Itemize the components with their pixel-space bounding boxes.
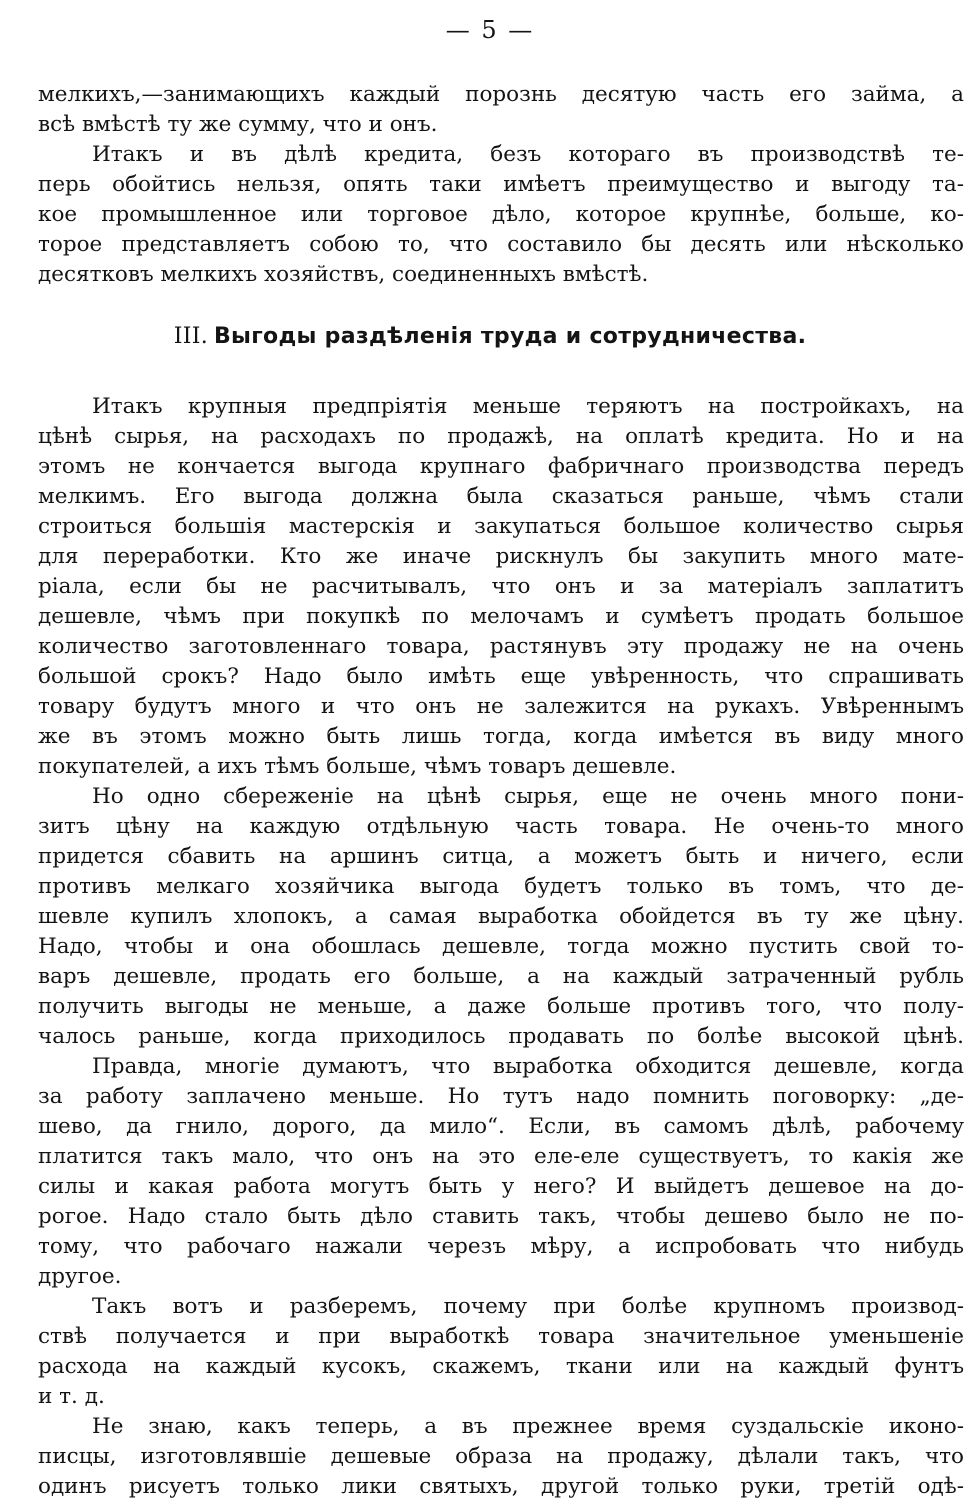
- page-number: — 5 —: [445, 16, 535, 44]
- text-line: ріала, если бы не расчитывалъ, что онъ и за матеріалъ заплатитъ: [38, 574, 964, 599]
- text-line: одинъ рисуетъ только лики святыхъ, другой только руки, третій одѣ-: [38, 1474, 964, 1499]
- text-line: зитъ цѣну на каждую отдѣльную часть товара. Не очень-то много: [38, 814, 964, 839]
- text-line: Не знаю, какъ теперь, а въ прежнее время суздальскіе иконо-: [92, 1414, 964, 1439]
- text-line: перь обойтись нельзя, опять таки имѣетъ преимущество и выгоду та-: [38, 172, 964, 197]
- text-line: торое представляетъ собою то, что составило бы десять или нѣсколько: [38, 232, 964, 257]
- section-numeral: III.: [173, 324, 208, 349]
- text-line: силы и какая работа могутъ быть у него? И выйдетъ дешевое на до-: [38, 1174, 964, 1199]
- text-line: для переработки. Кто же иначе рискнулъ бы закупить много мате-: [38, 544, 964, 569]
- text-line: Итакъ и въ дѣлѣ кредита, безъ котораго въ производствѣ те-: [92, 142, 964, 167]
- text-line: получить выгоды не меньше, а даже больше противъ того, что полу-: [38, 994, 964, 1019]
- text-line: и т. д.: [38, 1384, 105, 1409]
- text-line: цѣнѣ сырья, на расходахъ по продажѣ, на оплатѣ кредита. Но и на: [38, 424, 964, 449]
- text-line: кое промышленное или торговое дѣло, которое крупнѣе, больше, ко-: [38, 202, 964, 227]
- text-line: другое.: [38, 1264, 122, 1289]
- text-line: платится такъ мало, что онъ на это еле-еле существуетъ, то какія же: [38, 1144, 964, 1169]
- text-line: шево, да гнило, дорого, да мило“. Если, въ самомъ дѣлѣ, рабочему: [38, 1114, 964, 1139]
- text-line: придется сбавить на аршинъ ситца, а можетъ быть и ничего, если: [38, 844, 964, 869]
- text-line: Итакъ крупныя предпріятія меньше теряютъ на постройкахъ, на: [92, 394, 964, 419]
- text-line: Надо, чтобы и она обошлась дешевле, тогда можно пустить свой то-: [38, 934, 964, 959]
- text-line: всѣ вмѣстѣ ту же сумму, что и онъ.: [38, 112, 438, 137]
- text-line: шевле купилъ хлопокъ, а самая выработка обойдется въ ту же цѣну.: [38, 904, 964, 929]
- text-line: Но одно сбереженіе на цѣнѣ сырья, еще не очень много пони-: [92, 784, 964, 809]
- text-line: строиться большія мастерскія и закупаться большое количество сырья: [38, 514, 964, 539]
- section-heading: [0, 324, 980, 349]
- text-line: чалось раньше, когда приходилось продавать по болѣе высокой цѣнѣ.: [38, 1024, 964, 1049]
- text-line: Правда, многіе думаютъ, что выработка обходится дешевле, когда: [92, 1054, 964, 1079]
- paragraph-block-division-of-labour: [38, 392, 964, 1502]
- text-line: же въ этомъ можно быть лишь тогда, когда имѣется въ виду много: [38, 724, 964, 749]
- text-line: тому, что рабочаго нажали черезъ мѣру, а испробовать что нибудь: [38, 1234, 964, 1259]
- text-line: покупателей, а ихъ тѣмъ больше, чѣмъ товаръ дешевле.: [38, 754, 677, 779]
- text-line: рогое. Надо стало быть дѣло ставить такъ, чтобы дешево было не по-: [38, 1204, 964, 1229]
- text-line: десятковъ мелкихъ хозяйствъ, соединенныхъ вмѣстѣ.: [38, 262, 649, 287]
- text-line: количество заготовленнаго товара, растянувъ эту продажу не на очень: [38, 634, 964, 659]
- text-line: противъ мелкаго хозяйчика выгода будетъ только въ томъ, что де-: [38, 874, 964, 899]
- text-line: мелкихъ,—занимающихъ каждый порознь десятую часть его займа, а: [38, 82, 964, 107]
- text-line: писцы, изготовлявшіе дешевые образа на продажу, дѣлали такъ, что: [38, 1444, 964, 1469]
- text-line: этомъ не кончается выгода крупнаго фабричнаго производства передъ: [38, 454, 964, 479]
- text-line: дешевле, чѣмъ при покупкѣ по мелочамъ и сумѣетъ продать большое: [38, 604, 964, 629]
- text-line: мелкимъ. Его выгода должна была сказаться раньше, чѣмъ стали: [38, 484, 964, 509]
- text-line: варъ дешевле, продать его больше, а на каждый затраченный рубль: [38, 964, 964, 989]
- paragraph-block-credit: [38, 80, 964, 290]
- text-line: расхода на каждый кусокъ, скажемъ, ткани или на каждый фунтъ: [38, 1354, 964, 1379]
- text-line: ствѣ получается и при выработкѣ товара значительное уменьшеніе: [38, 1324, 964, 1349]
- text-line: Такъ вотъ и разберемъ, почему при болѣе крупномъ производ-: [92, 1294, 964, 1319]
- text-line: за работу заплачено меньше. Но тутъ надо помнить поговорку: „де-: [38, 1084, 964, 1109]
- text-line: товару будутъ много и что онъ не залежится на рукахъ. Увѣреннымъ: [38, 694, 964, 719]
- section-title: Выгоды раздѣленія труда и сотрудничества.: [213, 324, 807, 349]
- text-line: большой срокъ? Надо было имѣть еще увѣренность, что спрашивать: [38, 664, 964, 689]
